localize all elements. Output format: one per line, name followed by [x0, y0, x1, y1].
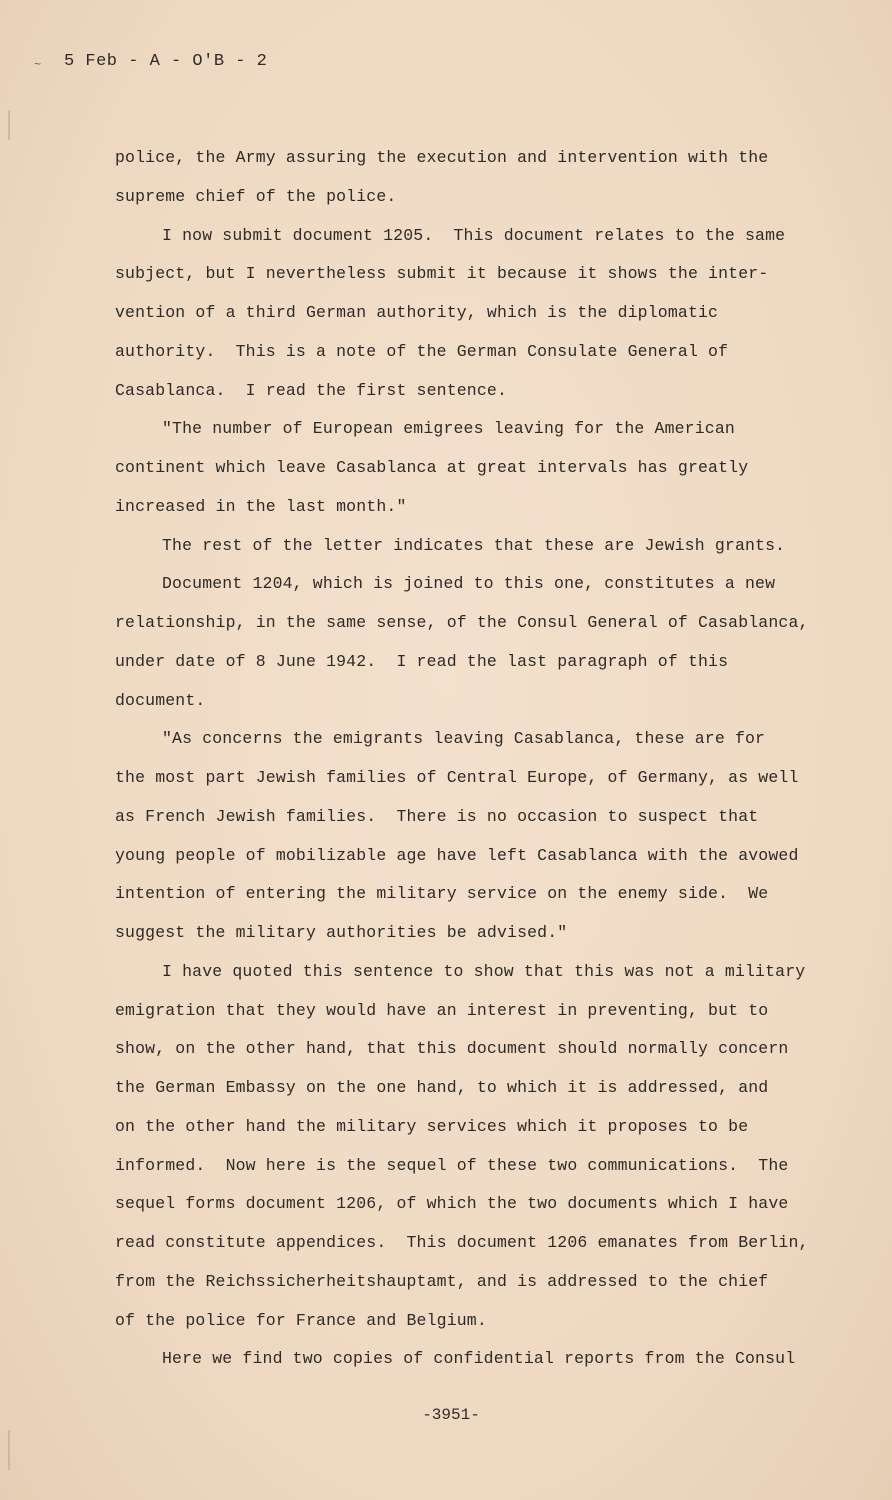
text-line: sequel forms document 1206, of which the two documents which I have — [115, 1194, 789, 1214]
text-line: subject, but I nevertheless submit it because it shows the inter- — [115, 264, 769, 284]
text-line: suggest the military authorities be advised." — [115, 923, 568, 942]
text-line: document. — [115, 690, 206, 710]
edge-mark — [8, 110, 10, 140]
text-line: The rest of the letter indicates that these are Jewish grants. — [162, 535, 786, 555]
text-line: under date of 8 June 1942. I read the last paragraph of this — [115, 651, 729, 671]
document-body — [115, 144, 809, 1384]
text-line: increased in the last month." — [115, 496, 407, 516]
text-line: read constitute appendices. This document 1206 emanates from Berlin, — [115, 1233, 809, 1252]
text-line: intention of entering the military service on the enemy side. We — [115, 884, 769, 904]
text-line: as French Jewish families. There is no occasion to suspect that — [115, 806, 759, 826]
text-line: emigration that they would have an interest in preventing, but to — [115, 1000, 769, 1020]
text-line: authority. This is a note of the German Consulate General of — [115, 341, 729, 361]
text-line: Casablanca. I read the first sentence. — [115, 380, 508, 400]
page-header: 5 Feb - A - O'B - 2 — [64, 52, 268, 71]
text-line: Here we find two copies of confidential reports from the Consul — [162, 1349, 796, 1369]
edge-mark — [8, 1430, 10, 1470]
page-number: -3951- — [422, 1406, 480, 1424]
text-line: continent which leave Casablanca at great intervals has greatly — [115, 458, 749, 477]
text-line: I have quoted this sentence to show that this was not a military — [162, 961, 806, 981]
text-line: young people of mobilizable age have left Casablanca with the avowed — [115, 845, 799, 865]
text-line: relationship, in the same sense, of the Consul General of Casablanca, — [115, 613, 809, 632]
text-line: supreme chief of the police. — [115, 186, 397, 206]
text-line: of the police for France and Belgium. — [115, 1310, 487, 1330]
text-line: informed. Now here is the sequel of these two communications. The — [115, 1155, 789, 1175]
text-line: "The number of European emigrees leaving for the American — [162, 419, 735, 439]
text-line: the German Embassy on the one hand, to which it is addressed, and — [115, 1078, 769, 1097]
text-line: police, the Army assuring the execution and intervention with the — [115, 148, 769, 167]
text-line: show, on the other hand, that this document should normally concern — [115, 1039, 789, 1059]
text-line: vention of a third German authority, which is the diplomatic — [115, 303, 719, 322]
text-line: I now submit document 1205. This document relates to the same — [162, 225, 786, 245]
margin-tick-mark: ~ — [34, 58, 42, 72]
text-line: "As concerns the emigrants leaving Casablanca, these are for — [162, 729, 766, 749]
text-line: from the Reichssicherheitshauptamt, and is addressed to the chief — [115, 1271, 769, 1291]
text-line: Document 1204, which is joined to this one, constitutes a new — [162, 574, 776, 594]
text-line: on the other hand the military services which it proposes to be — [115, 1116, 749, 1136]
text-line: the most part Jewish families of Central Europe, of Germany, as well — [115, 768, 799, 787]
